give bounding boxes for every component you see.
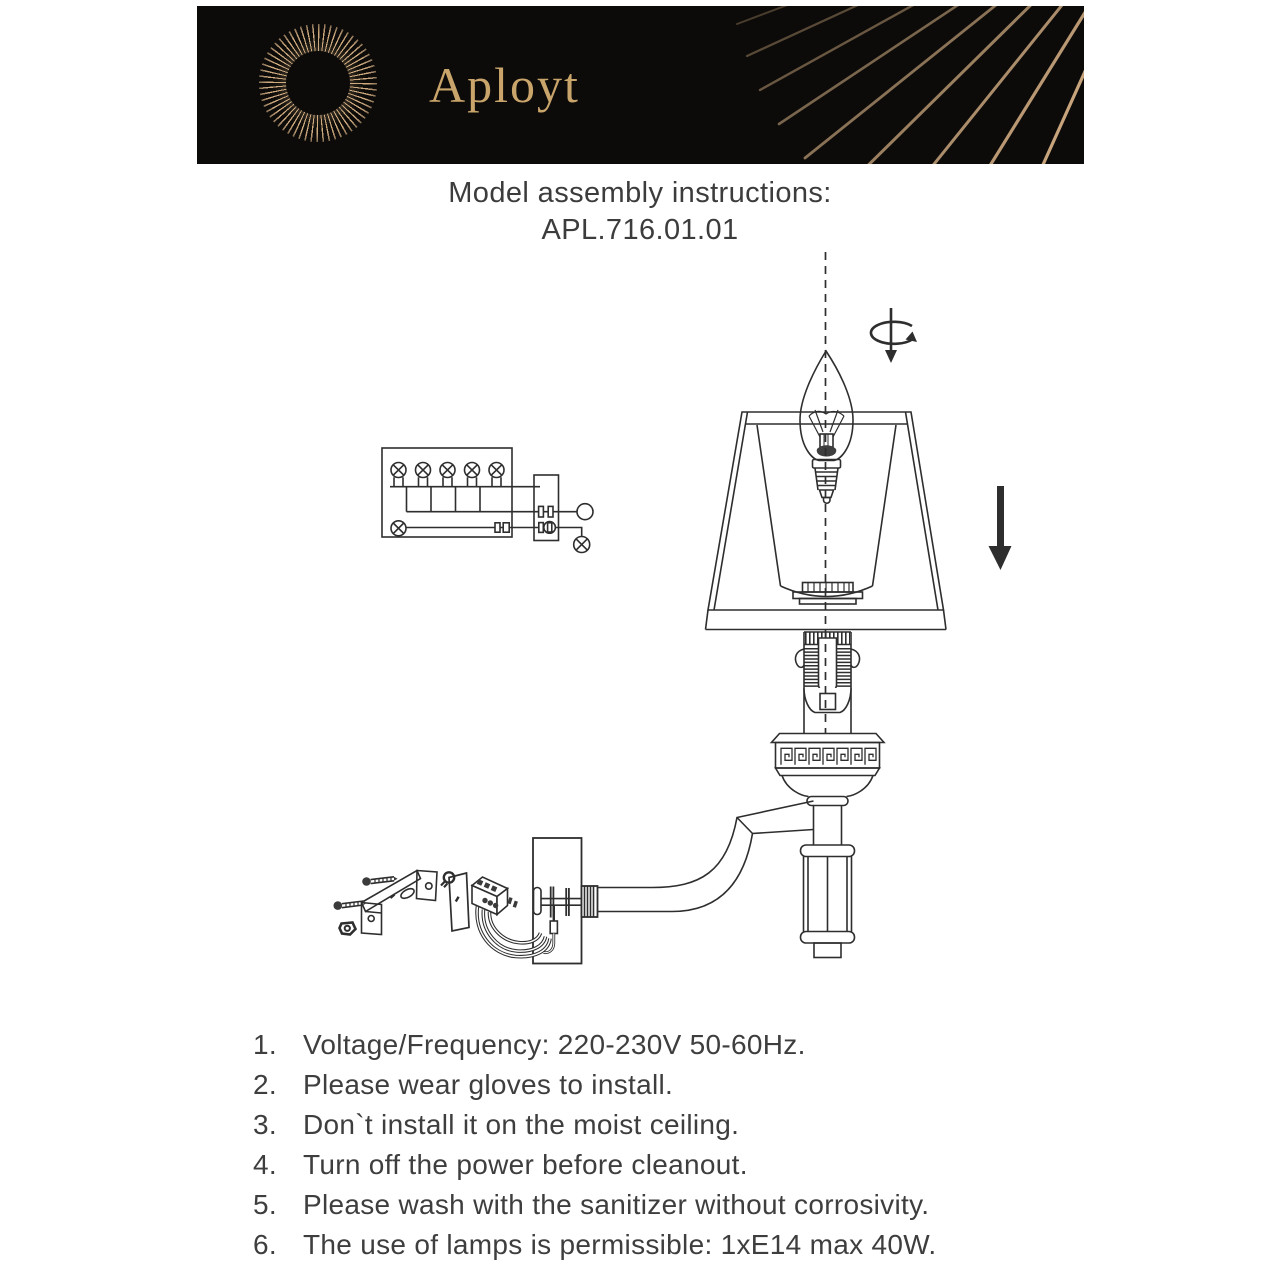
list-item: [253, 1065, 936, 1105]
item-text: Please wash with the sanitizer without corrosivity.: [303, 1189, 930, 1220]
list-item: [253, 1145, 936, 1185]
greek-key-collar: [772, 734, 885, 846]
item-number: 4.: [253, 1149, 277, 1180]
list-item: [253, 1105, 936, 1145]
list-item: [253, 1185, 936, 1225]
item-number: 5.: [253, 1189, 277, 1220]
item-text: The use of lamps is permissible: 1xE14 max 40W.: [303, 1229, 937, 1260]
brand-name: Aployt: [429, 57, 580, 113]
wiring-schematic: [382, 448, 593, 553]
item-text: Don`t install it on the moist ceiling.: [303, 1109, 740, 1140]
item-text: Voltage/Frequency: 220-230V 50-60Hz.: [303, 1029, 806, 1060]
arm-coupler: [582, 886, 598, 917]
model-number: APL.716.01.01: [541, 214, 739, 246]
e14-socket: [795, 632, 859, 734]
wall-arm: [598, 801, 814, 912]
candle-bulb: [800, 351, 853, 503]
item-number: 1.: [253, 1029, 277, 1060]
list-item: [253, 1025, 936, 1065]
down-arrow-icon: [989, 486, 1012, 570]
page-title: Model assembly instructions:: [448, 177, 832, 209]
lamp-column: [801, 845, 855, 958]
item-number: 2.: [253, 1069, 277, 1100]
list-item: [253, 1225, 936, 1265]
threaded-rod: [534, 887, 582, 918]
instructions-list: [253, 1025, 936, 1265]
item-number: 6.: [253, 1229, 277, 1260]
rotation-arrow-icon: [871, 308, 917, 363]
item-number: 3.: [253, 1109, 277, 1140]
lamp-assembly: [706, 252, 1012, 958]
item-text: Please wear gloves to install.: [303, 1069, 674, 1100]
wires: [477, 906, 557, 957]
wall-mount-exploded: [334, 801, 814, 964]
item-text: Turn off the power before cleanout.: [303, 1149, 748, 1180]
